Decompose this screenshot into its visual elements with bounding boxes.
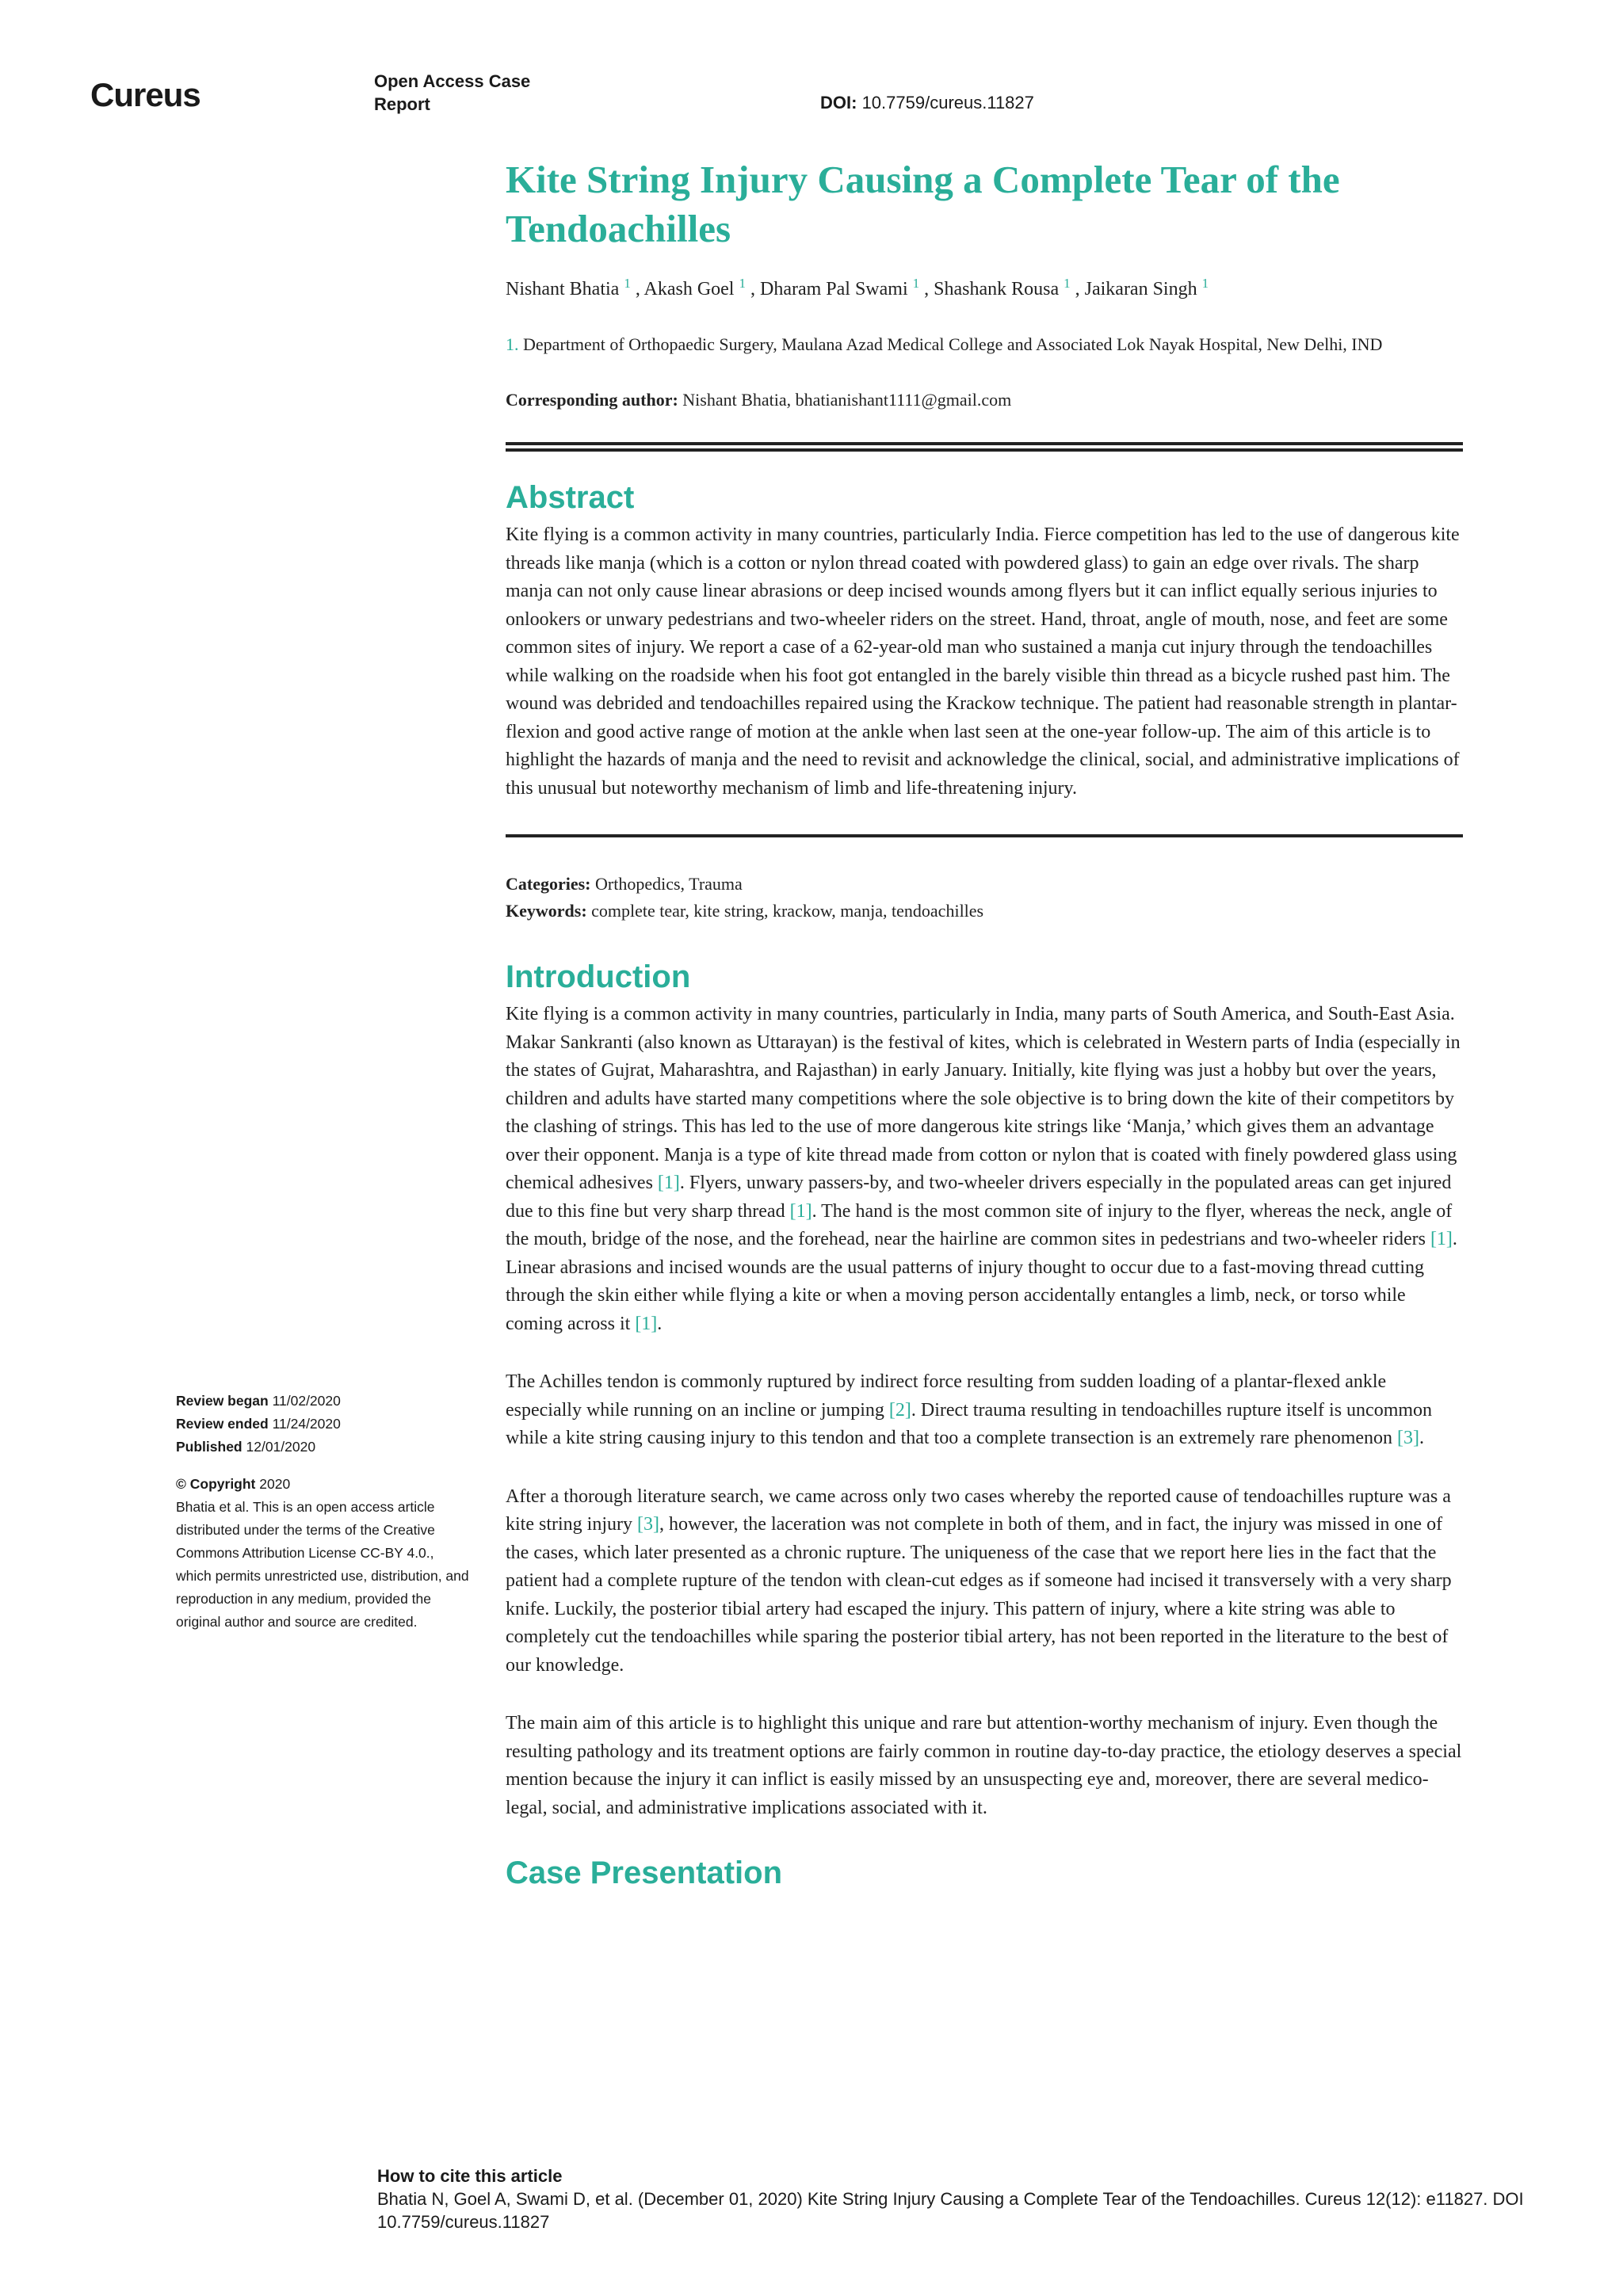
affiliation-superscript[interactable]: 1 [739,276,746,291]
introduction-paragraph [506,1001,1463,1338]
paragraph-text: , however, the laceration was not complete in both of them, and in fact, the injury was missed in one of the cases, which later presented as a chronic rupture. The uniqueness of the case that we report here lies in the fact that the patient had a complete rupture of the tendon with clean-cut edges as if someone had incised it transversely with a very sharp knife. Luckily, the posterior tibial artery had escaped the injury. This pattern of injury, where a kite string was able to completely cut the tendoachilles while sparing the posterior tibial artery, has not been reported in the literature to the best of our knowledge. [506,1514,1452,1676]
keywords-label: Keywords: [506,901,587,921]
paragraph-text: Kite flying is a common activity in many countries, particularly in India, many parts of South America, and South-East Asia. Makar Sankranti (also known as Uttarayan) is the festival of kites, which is celebrated in Western parts of India (especially in the states of Gujrat, Maharashtra, and Rajasthan) in early January. Initially, kite flying was just a hobby but over the years, children and adults have started many competitions where the sole objective is to bring down the kite of their competitors by the clashing of strings. This has led to the use of more dangerous kite strings like ‘Manja,’ which gives them an advantage over their opponent. Manja is a type of kite thread made from cotton or nylon that is coated with finely powdered glass using chemical adhesives [506,1004,1461,1193]
copyright-text: Bhatia et al. This is an open access article distributed under the terms of the Creative Commons Attribution License CC-BY 4.0., which permits unrestricted use, distribution, and reproduction in any medium, provided the original author and source are credited. [176,1499,469,1630]
affiliation-superscript[interactable]: 1 [912,276,920,291]
introduction-body [506,1001,1463,1822]
doi-label: DOI: [820,93,857,113]
citation-text: Bhatia N, Goel A, Swami D, et al. (December 01, 2020) Kite String Injury Causing a Complete Tear of the Tendoachilles. Cureus 12(12): e11827. DOI 10.7759/cureus.11827 [377,2189,1524,2232]
case-presentation-heading: Case Presentation [506,1855,783,1890]
affiliation-text: Department of Orthopaedic Surgery, Maulana Azad Medical College and Associated Lok Nayak Hospital, New Delhi, IND [518,334,1383,354]
review-began-label: Review began [176,1393,269,1409]
citation-footer [377,2164,1598,2233]
reference-link[interactable]: [1] [1430,1229,1453,1249]
article-title: Kite String Injury Causing a Complete Tear of the Tendoachilles [506,158,1340,250]
author-name: Dharam Pal Swami [759,279,913,299]
review-began-value: 11/02/2020 [268,1393,341,1409]
reference-link[interactable]: [1] [789,1200,812,1222]
affiliation-number: 1. [506,334,519,354]
copyright-label: © Copyright [176,1476,256,1492]
review-ended [176,1413,469,1436]
corresponding-author [506,387,1463,414]
categories-value: Orthopedics, Trauma [590,874,743,894]
paragraph-text: After a thorough literature search, we came across only two cases whereby the reported cause of tendoachilles rupture was a kite string injury [506,1486,1451,1535]
author-separator: , [919,279,934,299]
author-name: Nishant Bhatia [506,279,624,299]
published-label: Published [176,1439,242,1455]
author-list [506,276,1463,303]
section-divider-double [506,442,1463,452]
abstract-text: Kite flying is a common activity in many countries, particularly India. Fierce competition has led to the use of dangerous kite threads like manja (which is a cotton or nylon thread coated with powdered glass) to gain an edge over rivals. The sharp manja can not only cause linear abrasions or deep incised wounds among flyers but it can inflict equally serious injuries to onlookers or unwary pedestrians and two-wheeler riders on the street. Hand, throat, angle of mouth, nose, and feet are some common sites of injury. We report a case of a 62-year-old man who sustained a manja cut injury through the tendoachilles while walking on the roadside when his foot got entangled in the barely visible thin thread as a bicycle rushed past him. The wound was debrided and tendoachilles repaired using the Krackow technique. The patient had reasonable strength in plantar-flexion and good active range of motion at the ankle when last seen at the one-year follow-up. The aim of this article is to highlight the hazards of manja and the need to revisit and acknowledge the clinical, social, and administrative implications of this unusual but noteworthy mechanism of limb and life-threatening injury. [506,524,1460,799]
abstract-heading: Abstract [506,480,635,515]
introduction-heading: Introduction [506,959,691,994]
review-began [176,1390,469,1413]
paragraph-text: The main aim of this article is to highlight this unique and rare but attention-worthy mechanism of injury. Even though the resulting pathology and its treatment options are fairly common in routine day-to-day practice, the etiology deserves a special mention because the injury it can inflict is easily missed by an unsuspecting eye and, moreover, there are several medico-legal, social, and administrative implications associated with it. [506,1713,1462,1818]
author-separator: , [745,279,760,299]
categories [506,871,1463,898]
paragraph-text: The Achilles tendon is commonly ruptured by indirect force resulting from sudden loading of a plantar-flexed ankle especially while running on an incline or jumping [506,1371,1387,1421]
copyright-year: 2020 [255,1476,291,1492]
article-history-sidebar [176,1390,469,1634]
corresponding-label: Corresponding author: [506,390,678,410]
reference-link[interactable]: [2] [888,1399,911,1421]
paragraph-text: . The hand is the most common site of injury to the flyer, whereas the neck, angle of the mouth, bridge of the nose, and the forehead, near the hairline are common sites in pedestrians and two-wheeler riders [506,1200,1453,1249]
categories-label: Categories: [506,874,591,894]
paragraph-text: . [657,1313,663,1334]
affiliation-superscript[interactable]: 1 [1064,276,1071,291]
keywords [506,898,1463,925]
document-type: Open Access Case Report [374,71,531,114]
reference-link[interactable]: [1] [657,1173,680,1193]
affiliation-superscript[interactable]: 1 [1201,276,1209,291]
affiliation-superscript[interactable]: 1 [624,276,631,291]
introduction-paragraph [506,1710,1463,1822]
corresponding-value[interactable]: Nishant Bhatia, bhatianishant1111@gmail.com [678,390,1012,410]
doi [820,93,1034,113]
section-divider [506,834,1463,837]
introduction-paragraph [506,1483,1463,1680]
author-name: Shashank Rousa [934,279,1064,299]
reference-link[interactable]: [1] [635,1313,658,1334]
author-name: Akash Goel [643,279,739,299]
keywords-value: complete tear, kite string, krackow, manja, tendoachilles [586,901,984,921]
review-ended-value: 11/24/2020 [268,1416,341,1432]
reference-link[interactable]: [3] [636,1514,659,1535]
copyright [176,1473,469,1496]
doi-link[interactable]: 10.7759/cureus.11827 [857,93,1034,113]
reference-link[interactable]: [3] [1397,1428,1420,1448]
review-ended-label: Review ended [176,1416,269,1432]
published-value: 12/01/2020 [242,1439,316,1455]
author-separator: , [630,279,644,299]
paragraph-text: . Linear abrasions and incised wounds are the usual patterns of injury thought to occur due to a fast-moving thread cutting through the skin either while flying a kite or when a moving person accidentally entangles a limb, neck, or torso while coming across it [506,1229,1457,1334]
paragraph-text: . Flyers, unwary passers-by, and two-wheeler drivers especially in the populated areas can get injured due to this fine but very sharp thread [506,1173,1452,1222]
affiliation [506,331,1463,358]
article-main [506,155,1463,1892]
paragraph-text: . [1419,1428,1425,1448]
author-separator: , [1070,279,1085,299]
paragraph-text: . Direct trauma resulting in tendoachilles rupture itself is uncommon while a kite string causing injury to this tendon and that too a complete transection is an extremely rare phenomenon [506,1399,1433,1448]
introduction-paragraph [506,1368,1463,1453]
citation-heading: How to cite this article [377,2166,563,2186]
categories-keywords [506,871,1463,925]
author-name: Jaikaran Singh [1084,279,1202,299]
published [176,1436,469,1459]
cureus-logo: Cureus [90,76,200,113]
